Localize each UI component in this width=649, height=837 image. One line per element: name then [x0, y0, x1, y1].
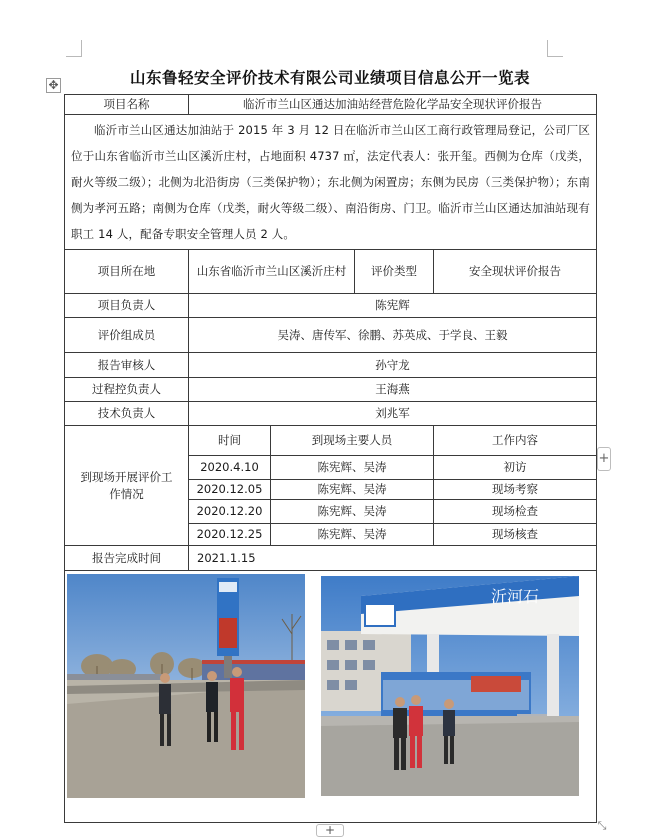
table-row: [65, 250, 597, 294]
crop-mark: [81, 40, 82, 56]
table-row: [65, 402, 597, 426]
process-value: 王海燕: [189, 378, 597, 402]
visit-work: 现场考察: [434, 480, 597, 500]
add-column-button[interactable]: +: [597, 447, 611, 471]
photo-cell: [65, 571, 597, 823]
team-label: 评价组成员: [65, 318, 189, 353]
site-photo-right: [321, 576, 579, 796]
eval-type-value: 安全现状评价报告: [434, 250, 597, 294]
leader-value: 陈宪辉: [189, 294, 597, 318]
visit-date: 2020.12.05: [189, 480, 271, 500]
table-row: [65, 95, 597, 115]
leader-label: 项目负责人: [65, 294, 189, 318]
table-resize-handle[interactable]: ⤡: [597, 819, 607, 832]
table-row: [65, 426, 597, 456]
project-name-value: 临沂市兰山区通达加油站经营危险化学品安全现状评价报告: [189, 95, 597, 115]
visit-work: 现场核查: [434, 524, 597, 546]
project-description-text: 临沂市兰山区通达加油站于 2015 年 3 月 12 日在临沂市兰山区工商行政管理局登记，公司厂区位于山东省临沂市兰山区溪沂庄村，占地面积 4737 ㎡，法定代表人：张开玺。西侧为仓库（戊类，耐火等级二级）；北侧为北沿街房（三类保护物）；东北侧为闲置房；东侧为民房（三类保护物）；东南侧为孝河五路；南侧为仓库（戊类，耐火等级二级）、南沿街房、门卫。临沂市兰山区通达加油站现有职工 14 人，配备专职安全管理人员 2 人。: [71, 123, 590, 241]
crop-mark: [547, 40, 548, 56]
table-row: [65, 353, 597, 378]
location-label: 项目所在地: [65, 250, 189, 294]
crop-mark: [547, 56, 563, 57]
completion-value: 2021.1.15: [189, 546, 597, 571]
site-visits-label: 到现场开展评价工作情况: [65, 426, 189, 546]
table-row: [65, 115, 597, 250]
site-header-work: 工作内容: [434, 426, 597, 456]
process-label: 过程控负责人: [65, 378, 189, 402]
table-row: [65, 546, 597, 571]
visit-people: 陈宪辉、吴涛: [271, 524, 434, 546]
table-row: [65, 294, 597, 318]
document-title: 山东鲁轻安全评价技术有限公司业绩项目信息公开一览表: [129, 69, 530, 87]
project-name-label: 项目名称: [65, 95, 189, 115]
canopy-sign-text: 沂河石: [491, 586, 540, 606]
project-description: [65, 115, 597, 250]
reviewer-label: 报告审核人: [65, 353, 189, 378]
visit-date: 2020.12.20: [189, 500, 271, 524]
site-header-people: 到现场主要人员: [271, 426, 434, 456]
project-info-table: [64, 94, 597, 823]
visit-work: 现场检查: [434, 500, 597, 524]
completion-label: 报告完成时间: [65, 546, 189, 571]
location-value: 山东省临沂市兰山区溪沂庄村: [189, 250, 355, 294]
site-photo-left: [67, 574, 305, 798]
visit-people: 陈宪辉、吴涛: [271, 480, 434, 500]
table-move-handle[interactable]: ✥: [46, 78, 61, 93]
team-value: 吴涛、唐传军、徐鹏、苏英成、于学良、王毅: [189, 318, 597, 353]
table-row: [65, 318, 597, 353]
eval-type-label: 评价类型: [355, 250, 434, 294]
visit-work: 初访: [434, 456, 597, 480]
table-row: [65, 378, 597, 402]
add-row-button[interactable]: +: [316, 824, 344, 837]
site-header-date: 时间: [189, 426, 271, 456]
visit-people: 陈宪辉、吴涛: [271, 500, 434, 524]
visit-date: 2020.12.25: [189, 524, 271, 546]
table-row: [65, 571, 597, 823]
reviewer-value: 孙守龙: [189, 353, 597, 378]
tech-label: 技术负责人: [65, 402, 189, 426]
visit-people: 陈宪辉、吴涛: [271, 456, 434, 480]
crop-mark: [66, 56, 82, 57]
visit-date: 2020.4.10: [189, 456, 271, 480]
tech-value: 刘兆军: [189, 402, 597, 426]
